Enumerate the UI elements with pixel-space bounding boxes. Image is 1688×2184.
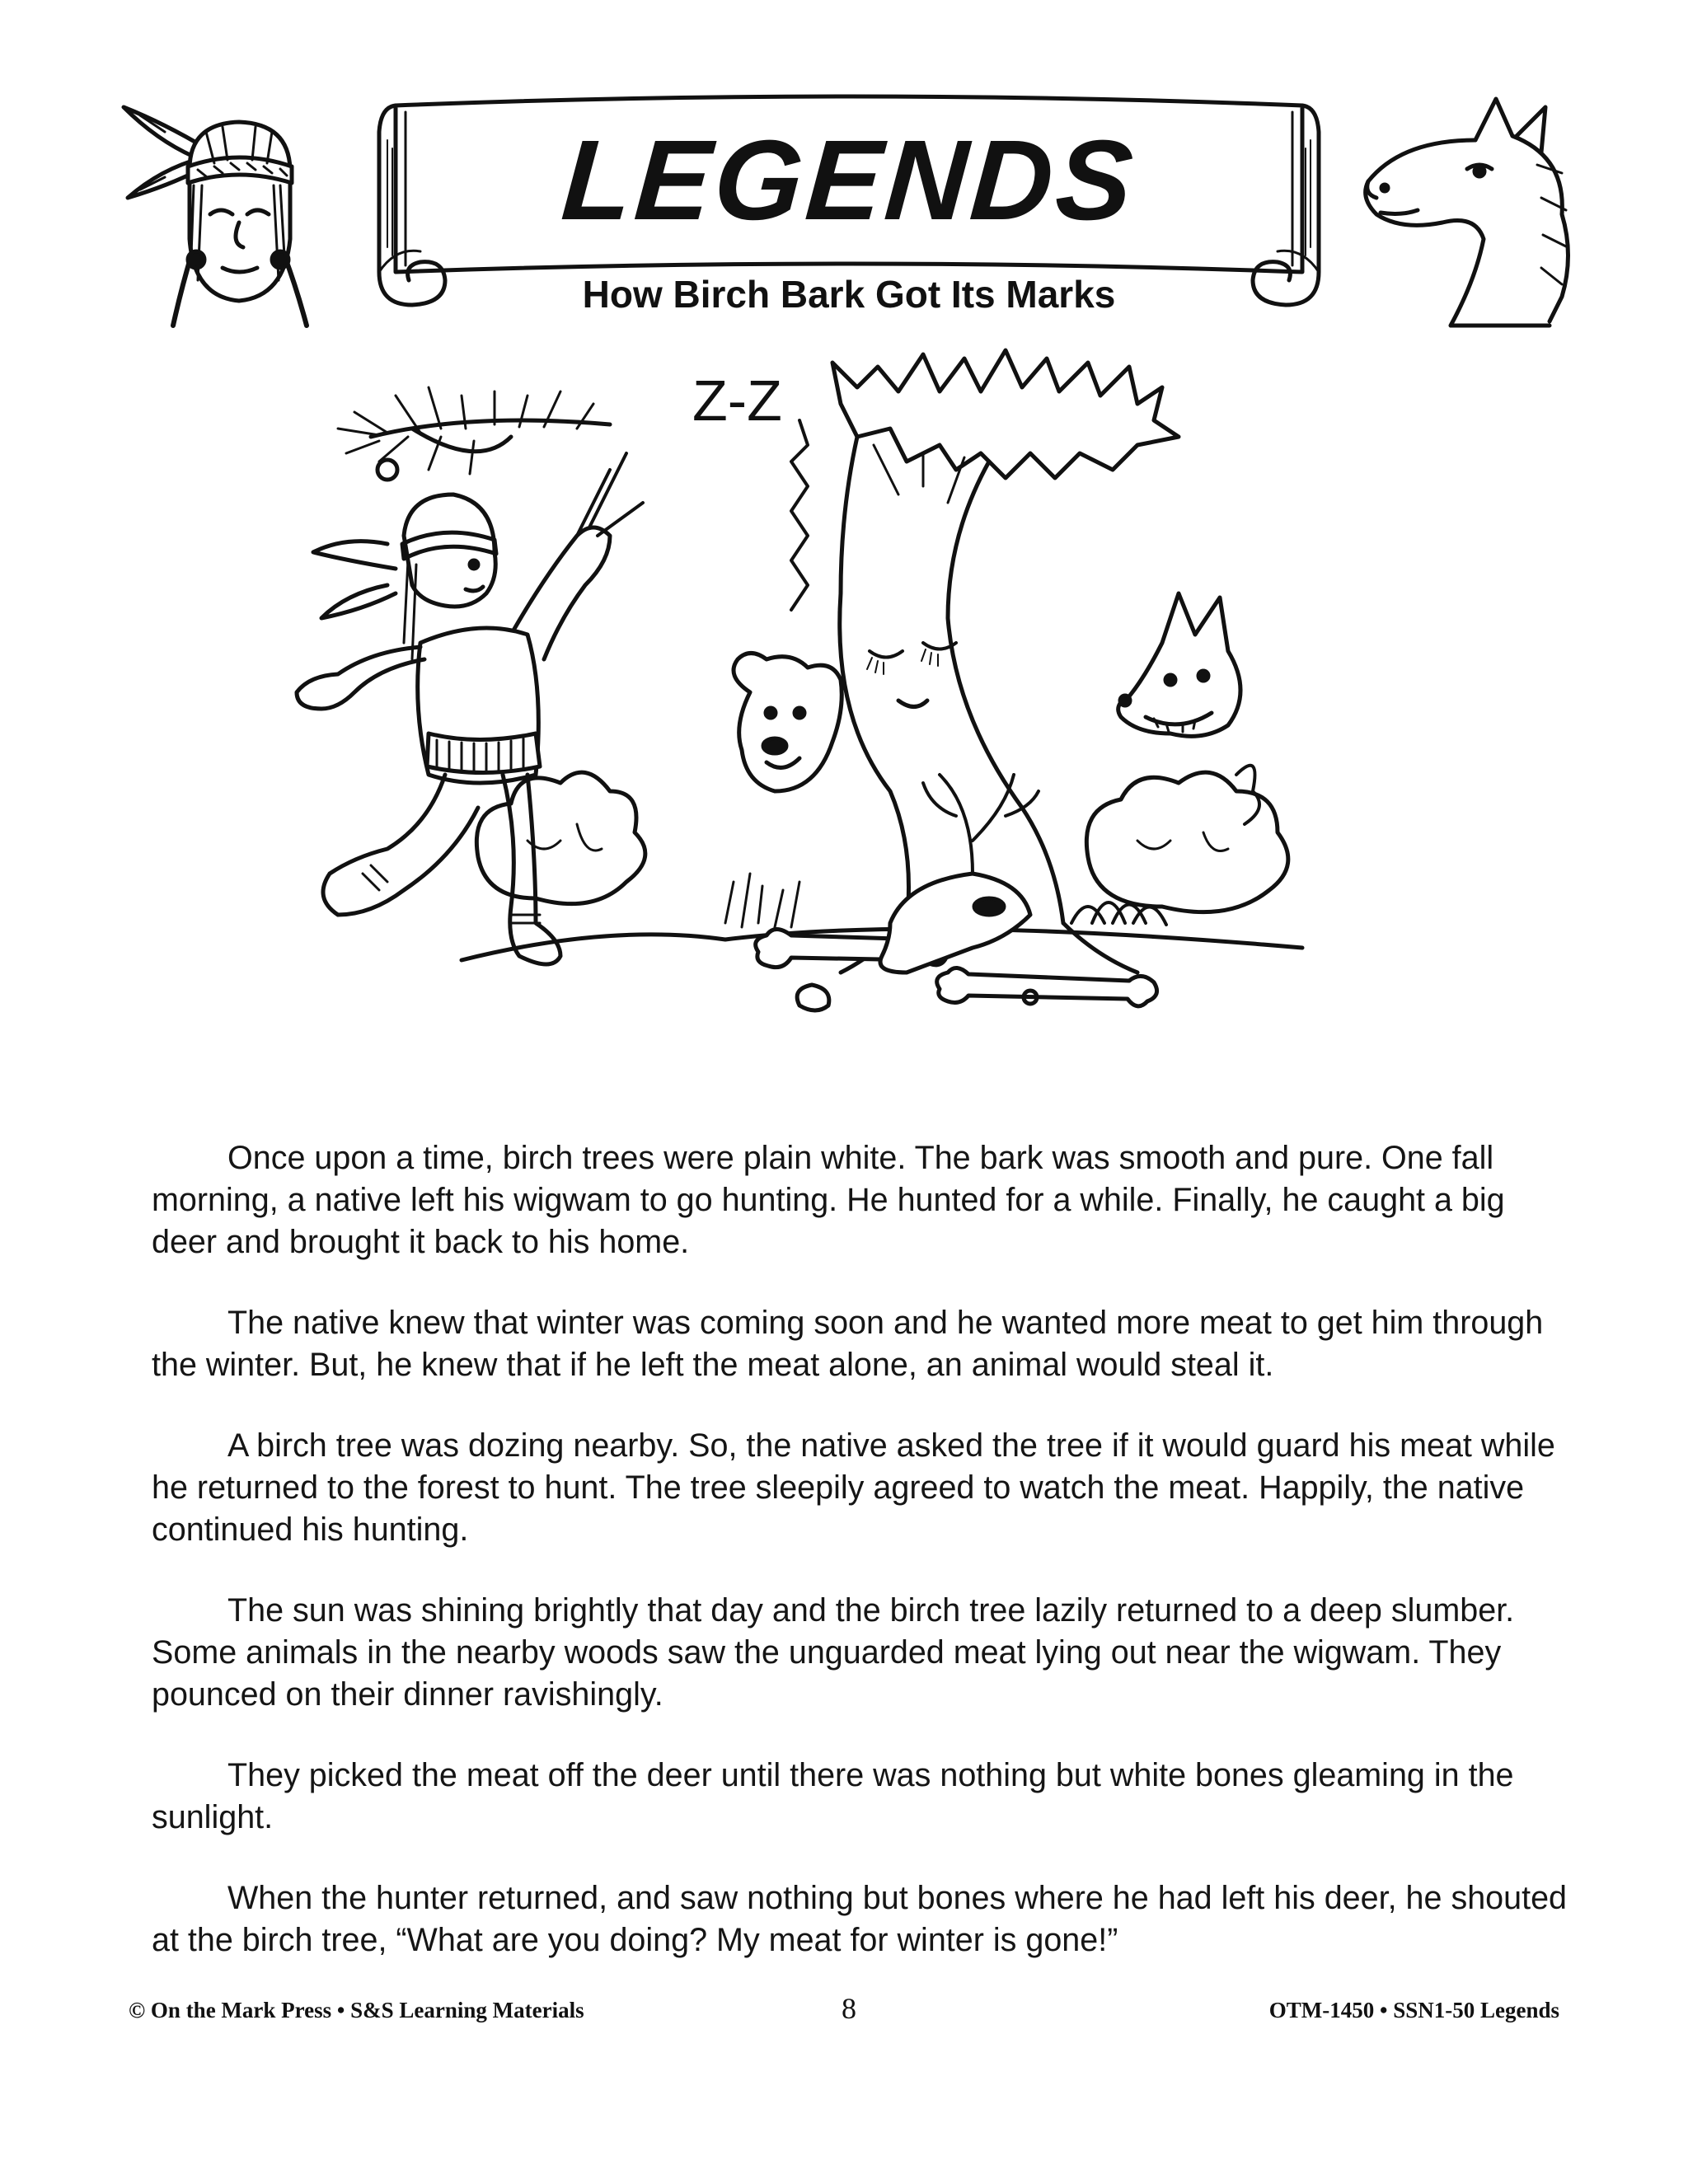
story-paragraph: The native knew that winter was coming soon and he wanted more meat to get him through the winter. But, he knew that if he left the meat alone, an animal would steal it. xyxy=(152,1305,1544,1383)
page-title: LEGENDS xyxy=(558,117,1140,244)
tree-crown xyxy=(832,350,1179,478)
native-girl-portrait xyxy=(115,91,346,330)
story-paragraph: A birch tree was dozing nearby. So, the native asked the tree if it would guard his meat while he returned to the forest to hunt. The tree sleepily agreed to watch the meat. Happily, the native continued his hunting. xyxy=(152,1427,1555,1548)
story-illustration xyxy=(264,346,1401,1088)
page-number: 8 xyxy=(842,1992,856,2025)
bush-left xyxy=(476,772,645,904)
footer-code: OTM-1450 • SSN1-50 Legends xyxy=(1268,1998,1559,2022)
native-hunter-figure xyxy=(297,453,643,964)
page-subtitle: How Birch Bark Got Its Marks xyxy=(582,273,1116,316)
story-paragraph: Once upon a time, birch trees were plain white. The bark was smooth and pure. One fall morning, a native left his wigwam to go hunting. He hunted for a while. Finally, he caught a big deer and brought it back to his home. xyxy=(152,1140,1505,1260)
story-paragraph: They picked the meat off the deer until there was nothing but white bones gleaming in the sunlight. xyxy=(152,1757,1514,1835)
bear-icon xyxy=(734,654,842,792)
bush-right xyxy=(1086,772,1288,912)
horse-portrait xyxy=(1352,91,1591,330)
pine-branch-icon xyxy=(338,387,610,480)
story-paragraph: When the hunter returned, and saw nothing but bones where he had left his deer, he shouted at the birch tree, “What are you doing? My meat for winter is gone!” xyxy=(152,1880,1568,1958)
footer-publisher: © On the Mark Press • S&S Learning Materials xyxy=(129,1998,584,2022)
story-paragraph: The sun was shining brightly that day and the birch tree lazily returned to a deep slumber. Some animals in the nearby woods saw the unguarded meat lying out near the wigwam. They pounced on their dinner ravishingly. xyxy=(152,1592,1515,1713)
story-text xyxy=(152,1137,1578,2000)
snore-text: Z-Z xyxy=(692,368,782,433)
